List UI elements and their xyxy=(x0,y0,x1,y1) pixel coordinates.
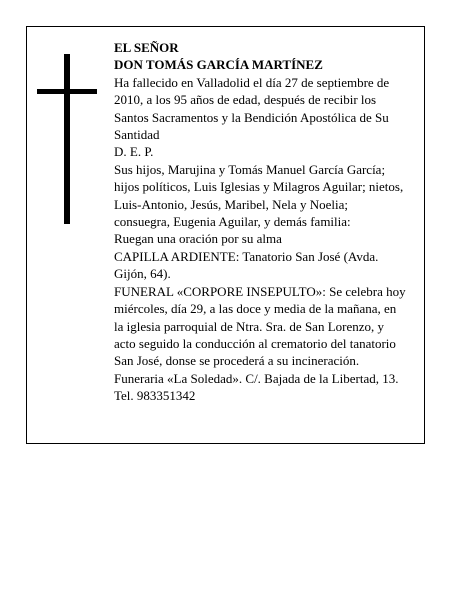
funeral-line: la iglesia parroquial de Ntra. Sra. de San Lorenzo, y xyxy=(114,318,385,334)
death-announcement-line: Santos Sacramentos y la Bendición Apostólica de Su xyxy=(114,109,389,125)
phone-line: Tel. 983351342 xyxy=(114,388,196,404)
funeral-line: San José, donse se procederá a su incineración. xyxy=(114,353,360,369)
family-line: consuegra, Eugenia Aguilar, y demás familia: xyxy=(114,214,351,230)
funeral-line: FUNERAL «CORPORE INSEPULTO»: Se celebra hoy xyxy=(114,283,406,299)
chapel-line: CAPILLA ARDIENTE: Tanatorio San José (Avda. xyxy=(114,248,379,264)
family-line: hijos políticos, Luis Iglesias y Milagros Aguilar; nietos, xyxy=(114,179,404,195)
obituary-notice xyxy=(26,26,425,444)
funeral-home-line: Funeraria «La Soledad». C/. Bajada de la Libertad, 13. xyxy=(114,370,399,386)
heading-title: EL SEÑOR xyxy=(114,40,179,55)
obituary-text xyxy=(114,39,419,405)
cross-icon xyxy=(37,54,97,224)
family-line: Luis-Antonio, Jesús, Maribel, Nela y Noelia; xyxy=(114,196,348,212)
rip-line: D. E. P. xyxy=(114,144,154,160)
cross-vertical-bar xyxy=(64,54,70,224)
death-announcement-line: Ha fallecido en Valladolid el día 27 de septiembre de xyxy=(114,74,390,90)
family-line: Sus hijos, Marujina y Tomás Manuel García García; xyxy=(114,161,386,177)
death-announcement-line: 2010, a los 95 años de edad, después de recibir los xyxy=(114,92,377,108)
funeral-line: acto seguido la conducción al crematorio del tanatorio xyxy=(114,335,396,351)
death-announcement-line: Santidad xyxy=(114,127,160,143)
prayer-request-line: Ruegan una oración por su alma xyxy=(114,231,282,247)
funeral-line: miércoles, día 29, a las doce y media de la mañana, en xyxy=(114,301,397,317)
chapel-line: Gijón, 64). xyxy=(114,266,171,282)
heading-name: DON TOMÁS GARCÍA MARTÍNEZ xyxy=(114,57,323,73)
cross-horizontal-bar xyxy=(37,89,97,94)
